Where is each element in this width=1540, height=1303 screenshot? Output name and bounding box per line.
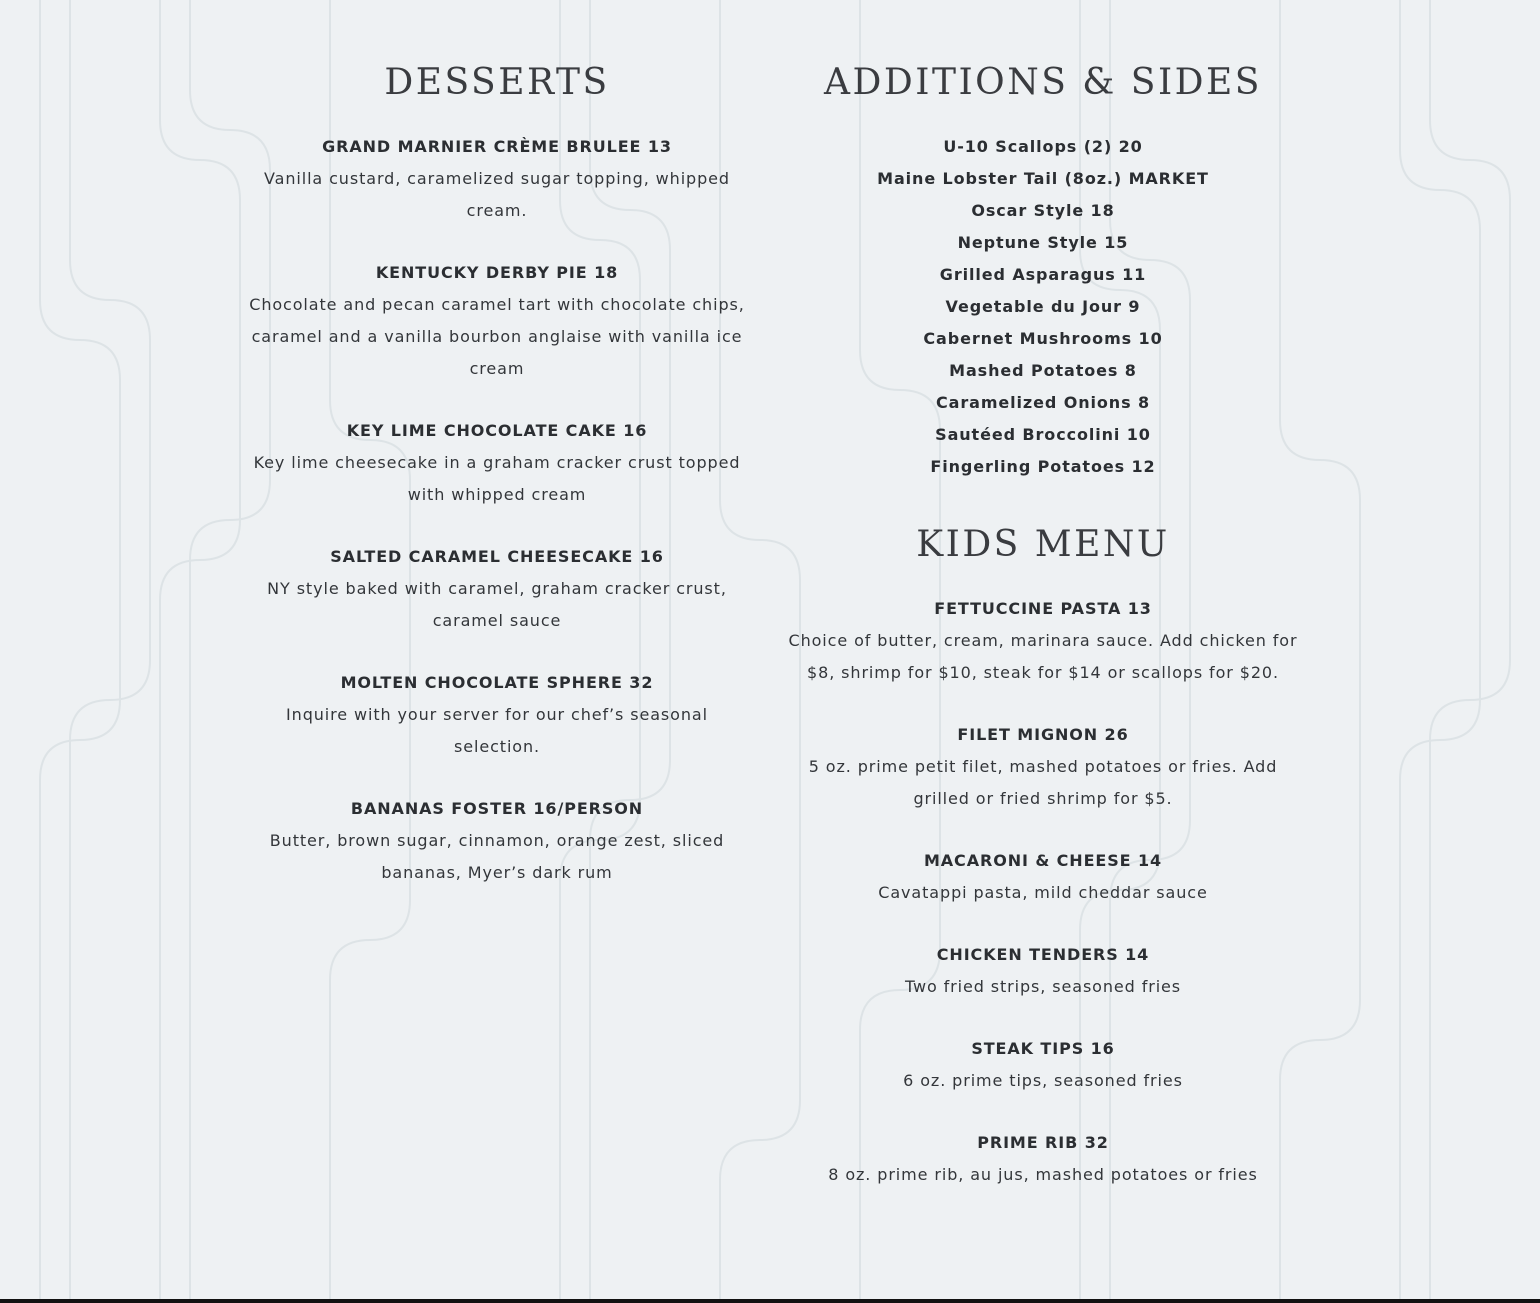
item-description: Chocolate and pecan caramel tart with chocolate chips, caramel and a vanilla bourbon anglaise with vanilla ice cream	[249, 295, 745, 378]
item-name: BANANAS FOSTER 16/PERSON	[350, 799, 644, 818]
menu-item	[788, 719, 1298, 815]
side-item: Cabernet Mushrooms 10	[923, 329, 1163, 348]
item-description: Vanilla custard, caramelized sugar topping, whipped cream.	[264, 169, 730, 220]
menu-item	[246, 257, 748, 385]
item-description: NY style baked with caramel, graham cracker crust, caramel sauce	[267, 579, 727, 630]
side-item: Grilled Asparagus 11	[939, 265, 1147, 284]
item-description: Key lime cheesecake in a graham cracker crust topped with whipped cream	[253, 453, 741, 504]
side-item: Fingerling Potatoes 12	[930, 457, 1156, 476]
bottom-border	[0, 1299, 1540, 1303]
item-description: Two fried strips, seasoned fries	[904, 977, 1182, 996]
side-item: Mashed Potatoes 8	[949, 361, 1137, 380]
item-name: FILET MIGNON 26	[957, 725, 1129, 744]
kids-menu-title: KIDS MENU	[916, 524, 1170, 565]
side-item: Sautéed Broccolini 10	[935, 425, 1151, 444]
item-name: STEAK TIPS 16	[971, 1039, 1115, 1058]
item-description: Butter, brown sugar, cinnamon, orange zest, sliced bananas, Myer’s dark rum	[269, 831, 725, 882]
item-description: 5 oz. prime petit filet, mashed potatoes or fries. Add grilled or fried shrimp for $5.	[808, 757, 1278, 808]
side-item: Neptune Style 15	[957, 233, 1129, 252]
menu-item	[246, 793, 748, 889]
menu-item	[246, 131, 748, 227]
side-item: Oscar Style 18	[971, 201, 1115, 220]
menu-item	[788, 593, 1298, 689]
item-name: MACARONI & CHEESE 14	[923, 851, 1163, 870]
desserts-title: DESSERTS	[384, 62, 610, 103]
menu-item	[788, 845, 1298, 909]
desserts-section	[246, 0, 748, 919]
item-description: Inquire with your server for our chef’s seasonal selection.	[286, 705, 708, 756]
menu-item	[788, 939, 1298, 1003]
kids-menu-list	[788, 593, 1298, 1191]
menu-item	[246, 667, 748, 763]
item-description: 6 oz. prime tips, seasoned fries	[903, 1071, 1183, 1090]
item-name: CHICKEN TENDERS 14	[936, 945, 1150, 964]
item-description: Choice of butter, cream, marinara sauce. Add chicken for $8, shrimp for $10, steak for $14 or scallops for $20.	[788, 631, 1298, 682]
item-name: MOLTEN CHOCOLATE SPHERE 32	[340, 673, 654, 692]
side-item: Maine Lobster Tail (8oz.) MARKET	[877, 169, 1209, 188]
item-name: GRAND MARNIER CRÈME BRULEE 13	[322, 137, 672, 156]
additions-title: ADDITIONS & SIDES	[824, 62, 1262, 103]
additions-list	[788, 131, 1298, 483]
item-name: KEY LIME CHOCOLATE CAKE 16	[346, 421, 648, 440]
item-name: KENTUCKY DERBY PIE 18	[375, 263, 619, 282]
menu-item	[246, 415, 748, 511]
item-description: 8 oz. prime rib, au jus, mashed potatoes or fries	[828, 1165, 1258, 1184]
side-item: Vegetable du Jour 9	[945, 297, 1141, 316]
menu-item	[788, 1127, 1298, 1191]
side-item: Caramelized Onions 8	[936, 393, 1150, 412]
item-description: Cavatappi pasta, mild cheddar sauce	[878, 883, 1208, 902]
item-name: PRIME RIB 32	[977, 1133, 1109, 1152]
menu-item	[788, 1033, 1298, 1097]
menu-item	[246, 541, 748, 637]
item-name: SALTED CARAMEL CHEESECAKE 16	[330, 547, 664, 566]
desserts-list	[246, 131, 748, 889]
side-item: U-10 Scallops (2) 20	[943, 137, 1143, 156]
right-column	[788, 0, 1298, 1221]
item-name: FETTUCCINE PASTA 13	[934, 599, 1152, 618]
